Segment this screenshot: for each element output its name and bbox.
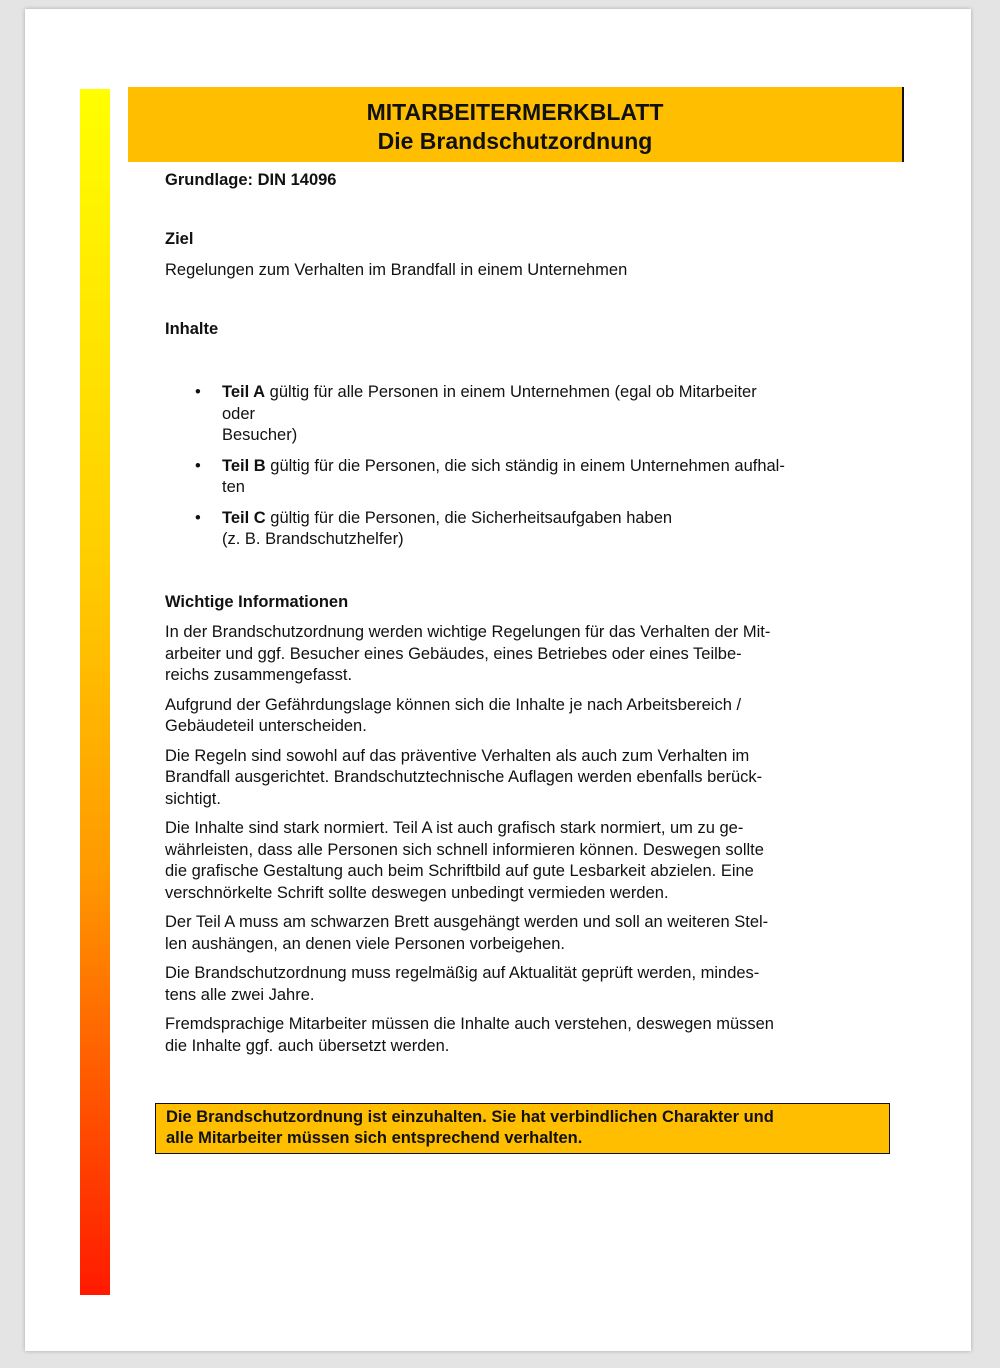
paragraph: In der Brandschutzordnung werden wichtige Regelungen für das Verhalten der Mit- arbeiter und ggf. Besucher eines Gebäudes, eines Betriebes oder eines Teilbe- reichs zusammengefasst.	[165, 623, 771, 684]
inhalte-heading: Inhalte	[165, 320, 219, 338]
item-text: gültig für die Personen, die Sicherheitsaufgaben haben	[265, 508, 673, 527]
bullet-icon: •	[195, 383, 201, 401]
ziel-heading: Ziel	[165, 230, 194, 248]
item-label: Teil B	[222, 456, 266, 475]
paragraph: Fremdsprachige Mitarbeiter müssen die Inhalte auch verstehen, deswegen müssen die Inhalte ggf. auch übersetzt werden.	[165, 1015, 774, 1055]
notice-box	[155, 1103, 890, 1154]
inhalte-list	[165, 382, 885, 560]
list-item	[165, 456, 885, 499]
item-label: Teil C	[222, 508, 266, 527]
item-text: gültig für alle Personen in einem Unternehmen (egal ob Mitarbeiter	[265, 383, 757, 401]
item-text: gültig für die Personen, die sich ständig in einem Unternehmen aufhal-	[265, 456, 785, 475]
document-title: MITARBEITERMERKBLATT	[366, 99, 664, 125]
list-item	[165, 382, 885, 447]
item-label: Teil A	[222, 383, 266, 401]
paragraph: Die Inhalte sind stark normiert. Teil A ist auch grafisch stark normiert, um zu ge- währleisten, dass alle Personen sich schnell informieren können. Deswegen sollte die grafische Gestaltung auch beim Schriftbild auf gute Lesbarkeit abzielen. Eine verschnörkelte Schrift sollte deswegen unbedingt vermieden werden.	[165, 819, 764, 902]
title-banner	[128, 87, 904, 162]
wichtig-paragraphs	[165, 622, 885, 1065]
paragraph: Aufgrund der Gefährdungslage können sich die Inhalte je nach Arbeitsbereich / Gebäudeteil unterscheiden.	[165, 695, 742, 735]
ziel-text: Regelungen zum Verhalten im Brandfall in einem Unternehmen	[165, 261, 628, 279]
item-text: oder	[222, 404, 256, 423]
gradient-side-bar	[80, 89, 110, 1295]
item-text: (z. B. Brandschutzhelfer)	[222, 530, 404, 548]
grundlage-label: Grundlage: DIN 14096	[165, 171, 337, 189]
item-text: Besucher)	[222, 426, 298, 444]
document-page	[25, 9, 971, 1351]
document-subtitle: Die Brandschutzordnung	[377, 128, 653, 154]
item-text: ten	[222, 478, 245, 496]
wichtig-heading: Wichtige Informationen	[165, 593, 349, 611]
bullet-icon: •	[195, 508, 201, 527]
bullet-icon: •	[195, 456, 201, 475]
paragraph: Die Regeln sind sowohl auf das präventive Verhalten als auch zum Verhalten im Brandfall ausgerichtet. Brandschutztechnische Auflagen werden ebenfalls berück- sichtigt.	[165, 746, 763, 808]
paragraph: Die Brandschutzordnung muss regelmäßig auf Aktualität geprüft werden, mindes- tens alle zwei Jahre.	[165, 964, 760, 1004]
list-item	[165, 508, 885, 551]
paragraph: Der Teil A muss am schwarzen Brett ausgehängt werden und soll an weiteren Stel- len aushängen, an denen viele Personen vorbeigehen.	[165, 913, 769, 953]
notice-text: alle Mitarbeiter müssen sich entsprechend verhalten.	[166, 1129, 583, 1147]
notice-text: Die Brandschutzordnung ist einzuhalten. Sie hat verbindlichen Charakter und	[166, 1108, 774, 1126]
